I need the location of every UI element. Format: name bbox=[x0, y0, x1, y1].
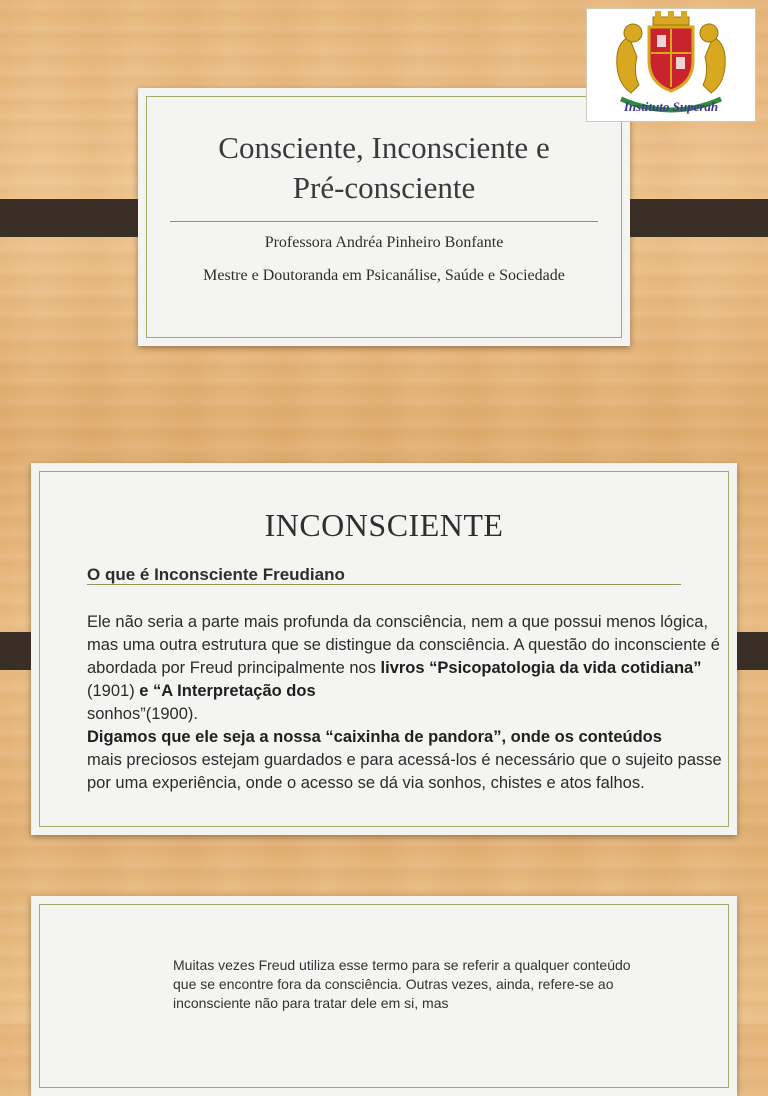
slide-body-text bbox=[87, 611, 727, 795]
slide-title bbox=[138, 88, 630, 346]
author-credentials: Mestre e Doutoranda em Psicanálise, Saúde e Sociedade bbox=[203, 267, 565, 284]
presentation-title bbox=[138, 128, 630, 208]
paragraph-2-rest: mais preciosos estejam guardados e para acessá-los é necessário que o sujeito passe por uma experiência, onde o acesso se dá via sonhos, chistes e atos falhos. bbox=[87, 751, 722, 792]
author-name: Professora Andréa Pinheiro Bonfante bbox=[264, 234, 504, 251]
subheading-divider bbox=[87, 584, 681, 585]
slide-heading: INCONSCIENTE bbox=[264, 507, 504, 543]
title-line-2: Pré-consciente bbox=[292, 170, 476, 205]
slide-inconsciente bbox=[31, 463, 737, 835]
paragraph-2-bold: Digamos que ele seja a nossa “caixinha de pandora”, onde os conteúdos bbox=[87, 728, 662, 746]
slide-body-text: Muitas vezes Freud utiliza esse termo para se referir a qualquer conteúdo que se encontre fora da consciência. Outras vezes, ainda, refere-se ao inconsciente não para tratar dele em si, mas bbox=[173, 957, 631, 1011]
bold-book-title-1: livros “Psicopatologia da vida cotidiana” bbox=[380, 659, 702, 677]
book-title-2-end: sonhos”(1900). bbox=[87, 705, 198, 723]
section-subheading: O que é Inconsciente Freudiano bbox=[87, 565, 345, 584]
year-1901: (1901) bbox=[87, 682, 140, 700]
paragraph-1: Ele não seria a parte mais profunda da consciência, nem a que possui menos lógica, mas uma outra estrutura que se distingue da consciência. A questão do inconsciente é abordada por Freud principalmente nos bbox=[87, 613, 720, 677]
logo-text: Instituto Superah bbox=[623, 99, 719, 114]
title-divider bbox=[170, 221, 598, 222]
title-line-1: Consciente, Inconsciente e bbox=[218, 130, 550, 165]
institute-logo bbox=[586, 8, 756, 122]
bold-book-title-2: e “A Interpretação dos bbox=[139, 682, 316, 700]
slide-continuation bbox=[31, 896, 737, 1096]
